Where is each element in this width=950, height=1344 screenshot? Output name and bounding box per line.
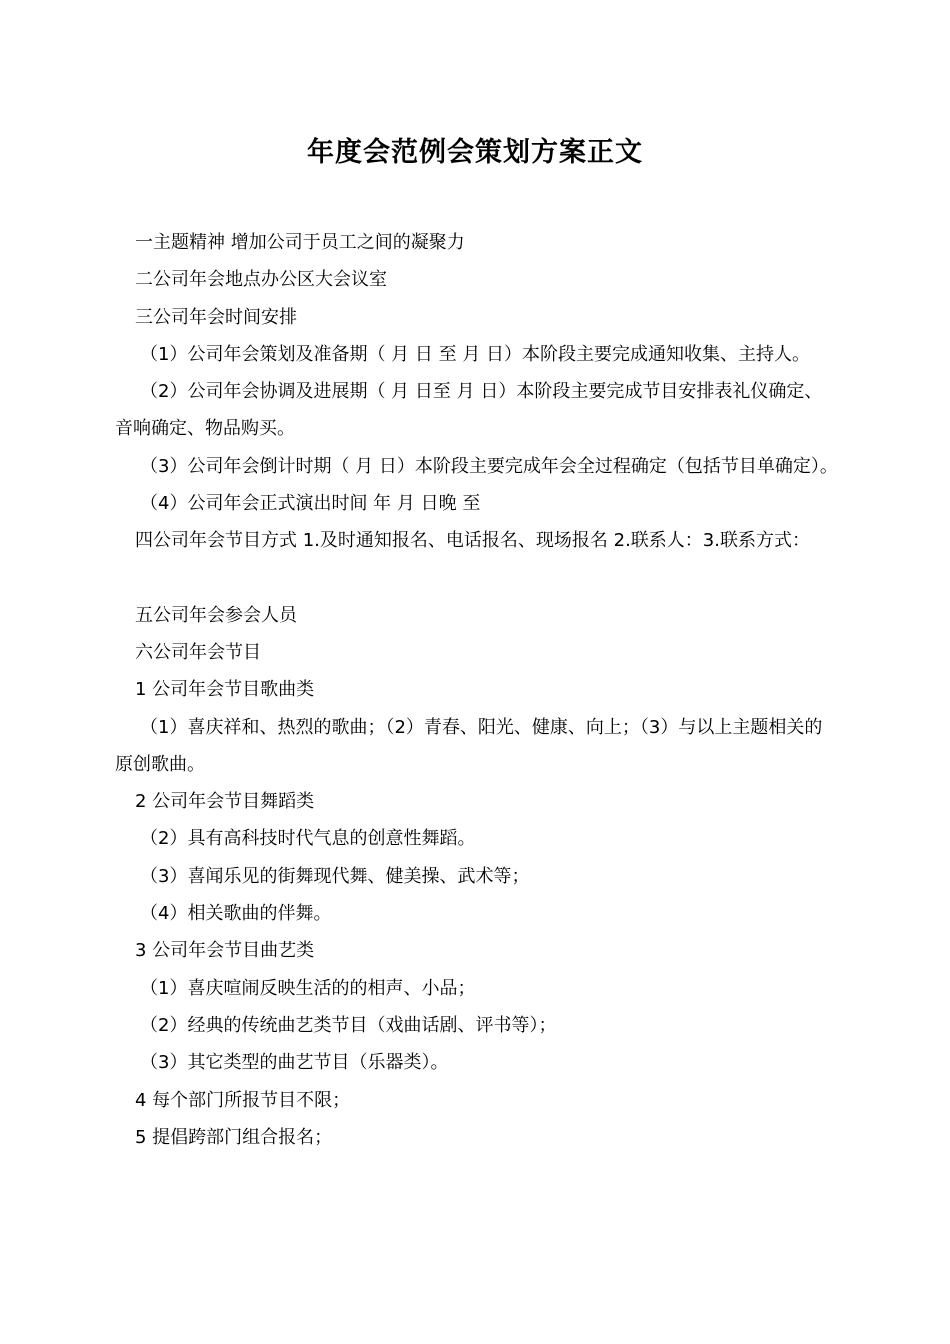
paragraph-dance-2: （2）具有高科技时代气息的创意性舞蹈。: [140, 828, 476, 850]
paragraph-dance-heading: 2 公司年会节目舞蹈类: [135, 791, 315, 813]
paragraph-schedule-2: （2）公司年会协调及进展期（ 月 日至 月 日）本阶段主要完成节目安排表礼仪确定、音响确定、物品购买。: [115, 381, 823, 440]
paragraph-attendees: 五公司年会参会人员: [135, 604, 297, 626]
paragraph-quyi-2: （2）经典的传统曲艺类节目（戏曲话剧、评书等）；: [140, 1014, 557, 1036]
paragraph-quyi-3: （3）其它类型的曲艺节目（乐器类）。: [140, 1052, 449, 1074]
document-title: 年度会范例会策划方案正文: [307, 137, 643, 168]
document-body: [115, 224, 840, 1156]
paragraph-quyi-1: （1）喜庆喧闹反映生活的的相声、小品；: [140, 977, 476, 999]
paragraph-songs-detail: （1）喜庆祥和、热烈的歌曲；（2）青春、阳光、健康、向上；（3）与以上主题相关的原创歌曲。: [115, 716, 823, 775]
paragraph-programs-heading: 六公司年会节目: [135, 641, 261, 663]
paragraph-location: 二公司年会地点办公区大会议室: [135, 269, 387, 291]
paragraph-quyi-heading: 3 公司年会节目曲艺类: [135, 940, 315, 962]
paragraph-songs-heading: 1 公司年会节目歌曲类: [135, 679, 315, 701]
paragraph-dance-4: （4）相关歌曲的伴舞。: [140, 903, 332, 925]
paragraph-spacer: [115, 560, 840, 597]
paragraph-theme: 一主题精神 增加公司于员工之间的凝聚力: [135, 232, 465, 253]
paragraph-dance-3: （3）喜闻乐见的街舞现代舞、健美操、武术等；: [140, 865, 530, 887]
paragraph-rule-5: 5 提倡跨部门组合报名；: [135, 1126, 333, 1148]
paragraph-schedule-4: （4）公司年会正式演出时间 年 月 日晚 至: [140, 493, 481, 515]
paragraph-schedule-1: （1）公司年会策划及准备期（ 月 日 至 月 日）本阶段主要完成通知收集、主持人。: [140, 343, 811, 365]
paragraph-rule-4: 4 每个部门所报节目不限；: [135, 1089, 351, 1111]
paragraph-schedule-heading: 三公司年会时间安排: [135, 306, 297, 328]
paragraph-signup-method: 四公司年会节目方式 1.及时通知报名、电话报名、现场报名 2.联系人：3.联系方式：: [135, 530, 810, 552]
paragraph-schedule-3: （3）公司年会倒计时期（ 月 日）本阶段主要完成年会全过程确定（包括节目单确定）。: [140, 455, 838, 477]
